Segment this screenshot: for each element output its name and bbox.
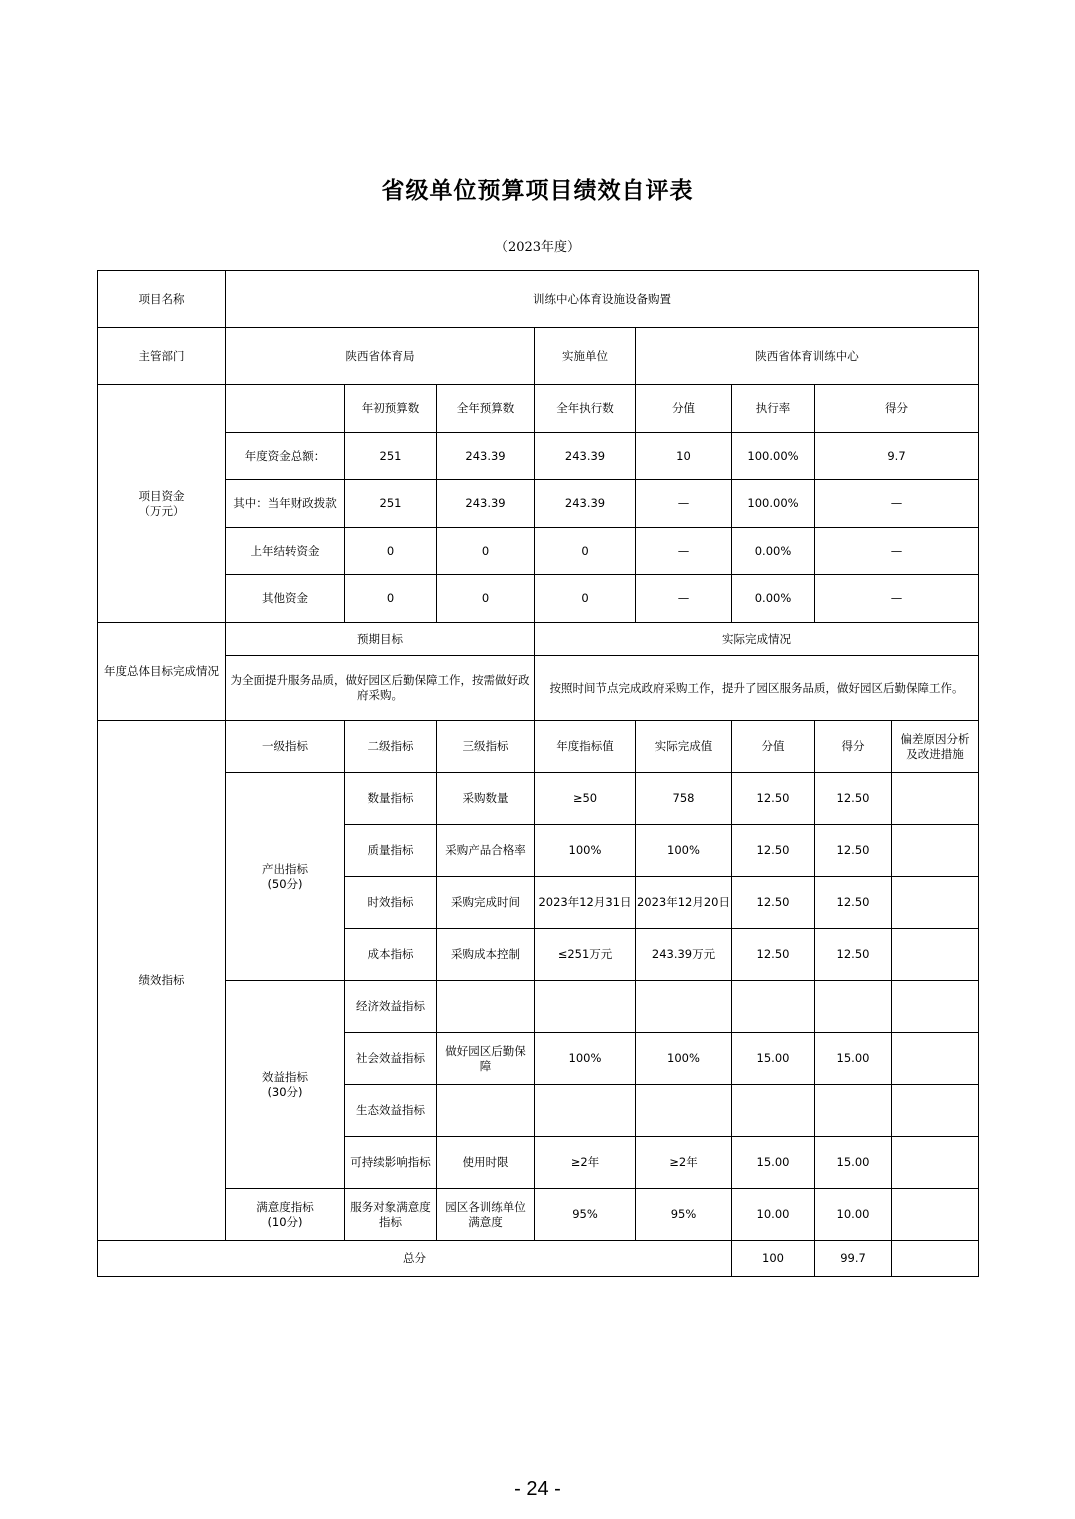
satisfaction-indicator-label: 满意度指标 (10分) bbox=[226, 1189, 345, 1241]
funds-row-label: 其他资金 bbox=[226, 575, 345, 623]
funds-cell: 0 bbox=[535, 528, 636, 575]
indicator-cell: 2023年12月20日 bbox=[636, 877, 732, 929]
department-row bbox=[98, 328, 979, 385]
indicator-cell bbox=[815, 981, 892, 1033]
indicator-cell: ≤251万元 bbox=[535, 929, 636, 981]
funds-cell: 100.00% bbox=[732, 433, 815, 480]
indicator-cell: 15.00 bbox=[732, 1033, 815, 1085]
indicator-cell: 质量指标 bbox=[345, 825, 437, 877]
funds-cell: 0 bbox=[345, 575, 437, 623]
indicator-cell: 12.50 bbox=[815, 773, 892, 825]
total-note bbox=[892, 1241, 979, 1277]
indicator-cell bbox=[892, 773, 979, 825]
funds-cell: — bbox=[636, 575, 732, 623]
output-indicator-label: 产出指标 (50分) bbox=[226, 773, 345, 981]
funds-cell: 243.39 bbox=[535, 433, 636, 480]
page-title: 省级单位预算项目绩效自评表 bbox=[381, 177, 694, 204]
funds-cell: 243.39 bbox=[437, 480, 535, 528]
indicator-cell bbox=[892, 981, 979, 1033]
indicator-cell: 12.50 bbox=[815, 929, 892, 981]
indicator-cell: 做好园区后勤保障 bbox=[437, 1033, 535, 1085]
indicator-cell: ≥2年 bbox=[535, 1137, 636, 1189]
perf-header-cell: 分值 bbox=[732, 721, 815, 773]
funds-cell: 243.39 bbox=[535, 480, 636, 528]
funds-row-label: 上年结转资金 bbox=[226, 528, 345, 575]
funds-header-cell: 分值 bbox=[636, 385, 732, 433]
funds-row-label: 年度资金总额： bbox=[226, 433, 345, 480]
indicator-cell bbox=[732, 1085, 815, 1137]
funds-cell: 0.00% bbox=[732, 575, 815, 623]
funds-header-blank bbox=[226, 385, 345, 433]
perf-header-row bbox=[98, 721, 979, 773]
dept-value: 陕西省体育局 bbox=[226, 328, 535, 385]
funds-cell: 251 bbox=[345, 433, 437, 480]
funds-cell: 9.7 bbox=[815, 433, 979, 480]
funds-row bbox=[98, 528, 979, 575]
indicator-cell: 采购产品合格率 bbox=[437, 825, 535, 877]
funds-header-cell: 全年预算数 bbox=[437, 385, 535, 433]
funds-row bbox=[98, 575, 979, 623]
funds-cell: 0.00% bbox=[732, 528, 815, 575]
indicator-cell: 经济效益指标 bbox=[345, 981, 437, 1033]
indicator-cell: 12.50 bbox=[815, 877, 892, 929]
benefit-indicator-label: 效益指标 (30分) bbox=[226, 981, 345, 1189]
indicator-cell: 采购完成时间 bbox=[437, 877, 535, 929]
indicator-cell bbox=[732, 981, 815, 1033]
perf-header-cell: 一级指标 bbox=[226, 721, 345, 773]
indicator-cell: 10.00 bbox=[732, 1189, 815, 1241]
indicator-cell bbox=[892, 929, 979, 981]
project-name-row bbox=[98, 271, 979, 328]
goal-label: 年度总体目标完成情况 bbox=[98, 623, 226, 721]
indicator-cell bbox=[535, 981, 636, 1033]
funds-header-cell: 得分 bbox=[815, 385, 979, 433]
page-number: - 24 - bbox=[514, 1478, 561, 1500]
indicator-cell: 100% bbox=[535, 1033, 636, 1085]
dept-label: 主管部门 bbox=[98, 328, 226, 385]
funds-label: 项目资金 （万元） bbox=[98, 385, 226, 623]
funds-cell: — bbox=[636, 480, 732, 528]
total-score-value: 100 bbox=[732, 1241, 815, 1277]
indicator-cell: 生态效益指标 bbox=[345, 1085, 437, 1137]
indicator-cell: 15.00 bbox=[732, 1137, 815, 1189]
indicator-cell: 2023年12月31日 bbox=[535, 877, 636, 929]
indicator-cell: 采购数量 bbox=[437, 773, 535, 825]
indicator-cell bbox=[636, 981, 732, 1033]
funds-cell: 10 bbox=[636, 433, 732, 480]
actual-completion-text: 按照时间节点完成政府采购工作，提升了园区服务品质，做好园区后勤保障工作。 bbox=[535, 656, 979, 721]
expected-goal-label: 预期目标 bbox=[226, 623, 535, 656]
indicator-cell: 758 bbox=[636, 773, 732, 825]
indicator-cell: 15.00 bbox=[815, 1033, 892, 1085]
funds-cell: 243.39 bbox=[437, 433, 535, 480]
indicator-cell: 服务对象满意度指标 bbox=[345, 1189, 437, 1241]
output-indicator-row bbox=[98, 773, 979, 825]
indicator-cell: 100% bbox=[636, 825, 732, 877]
indicator-cell: 社会效益指标 bbox=[345, 1033, 437, 1085]
perf-header-cell: 实际完成值 bbox=[636, 721, 732, 773]
perf-header-cell: 三级指标 bbox=[437, 721, 535, 773]
perf-header-cell: 二级指标 bbox=[345, 721, 437, 773]
indicator-cell: 使用时限 bbox=[437, 1137, 535, 1189]
total-row bbox=[98, 1241, 979, 1277]
total-label: 总分 bbox=[98, 1241, 732, 1277]
indicator-cell: 园区各训练单位满意度 bbox=[437, 1189, 535, 1241]
indicator-cell bbox=[892, 825, 979, 877]
indicator-cell: 243.39万元 bbox=[636, 929, 732, 981]
indicator-cell bbox=[892, 1033, 979, 1085]
indicator-cell bbox=[636, 1085, 732, 1137]
indicator-cell bbox=[892, 877, 979, 929]
actual-completion-label: 实际完成情况 bbox=[535, 623, 979, 656]
performance-evaluation-table bbox=[97, 270, 979, 1277]
project-name-label: 项目名称 bbox=[98, 271, 226, 328]
indicator-cell: 15.00 bbox=[815, 1137, 892, 1189]
funds-header-cell: 年初预算数 bbox=[345, 385, 437, 433]
impl-unit-label: 实施单位 bbox=[535, 328, 636, 385]
perf-label: 绩效指标 bbox=[98, 721, 226, 1241]
indicator-cell: 采购成本控制 bbox=[437, 929, 535, 981]
indicator-cell bbox=[535, 1085, 636, 1137]
funds-cell: — bbox=[636, 528, 732, 575]
indicator-cell: 12.50 bbox=[732, 825, 815, 877]
funds-cell: 0 bbox=[437, 575, 535, 623]
impl-unit-value: 陕西省体育训练中心 bbox=[636, 328, 979, 385]
indicator-cell: 数量指标 bbox=[345, 773, 437, 825]
funds-header-cell: 全年执行数 bbox=[535, 385, 636, 433]
funds-header-cell: 执行率 bbox=[732, 385, 815, 433]
goal-content-row bbox=[98, 656, 979, 721]
funds-row bbox=[98, 480, 979, 528]
indicator-cell: 12.50 bbox=[732, 773, 815, 825]
funds-cell: 0 bbox=[345, 528, 437, 575]
funds-row-label: 其中：当年财政拨款 bbox=[226, 480, 345, 528]
goal-header-row bbox=[98, 623, 979, 656]
perf-header-cell: 得分 bbox=[815, 721, 892, 773]
perf-header-cell: 偏差原因分析及改进措施 bbox=[892, 721, 979, 773]
funds-cell: 100.00% bbox=[732, 480, 815, 528]
indicator-cell: 12.50 bbox=[732, 877, 815, 929]
funds-cell: — bbox=[815, 528, 979, 575]
total-score: 99.7 bbox=[815, 1241, 892, 1277]
project-name-value: 训练中心体育设施设备购置 bbox=[226, 271, 979, 328]
indicator-cell: 100% bbox=[636, 1033, 732, 1085]
funds-header-row bbox=[98, 385, 979, 433]
indicator-cell: 12.50 bbox=[732, 929, 815, 981]
indicator-cell bbox=[437, 1085, 535, 1137]
funds-cell: 0 bbox=[437, 528, 535, 575]
satisfaction-indicator-row bbox=[98, 1189, 979, 1241]
indicator-cell: 成本指标 bbox=[345, 929, 437, 981]
indicator-cell: 10.00 bbox=[815, 1189, 892, 1241]
funds-cell: — bbox=[815, 480, 979, 528]
indicator-cell bbox=[437, 981, 535, 1033]
perf-header-cell: 年度指标值 bbox=[535, 721, 636, 773]
indicator-cell: ≥2年 bbox=[636, 1137, 732, 1189]
funds-row bbox=[98, 433, 979, 480]
funds-cell: — bbox=[815, 575, 979, 623]
indicator-cell: 95% bbox=[535, 1189, 636, 1241]
indicator-cell: 100% bbox=[535, 825, 636, 877]
indicator-cell bbox=[892, 1137, 979, 1189]
funds-cell: 251 bbox=[345, 480, 437, 528]
funds-cell: 0 bbox=[535, 575, 636, 623]
indicator-cell bbox=[892, 1189, 979, 1241]
report-year: （2023年度） bbox=[494, 240, 581, 255]
indicator-cell: 95% bbox=[636, 1189, 732, 1241]
benefit-indicator-row bbox=[98, 981, 979, 1033]
indicator-cell: 时效指标 bbox=[345, 877, 437, 929]
expected-goal-text: 为全面提升服务品质，做好园区后勤保障工作，按需做好政府采购。 bbox=[226, 656, 535, 721]
indicator-cell: 可持续影响指标 bbox=[345, 1137, 437, 1189]
indicator-cell bbox=[815, 1085, 892, 1137]
indicator-cell: 12.50 bbox=[815, 825, 892, 877]
indicator-cell bbox=[892, 1085, 979, 1137]
indicator-cell: ≥50 bbox=[535, 773, 636, 825]
